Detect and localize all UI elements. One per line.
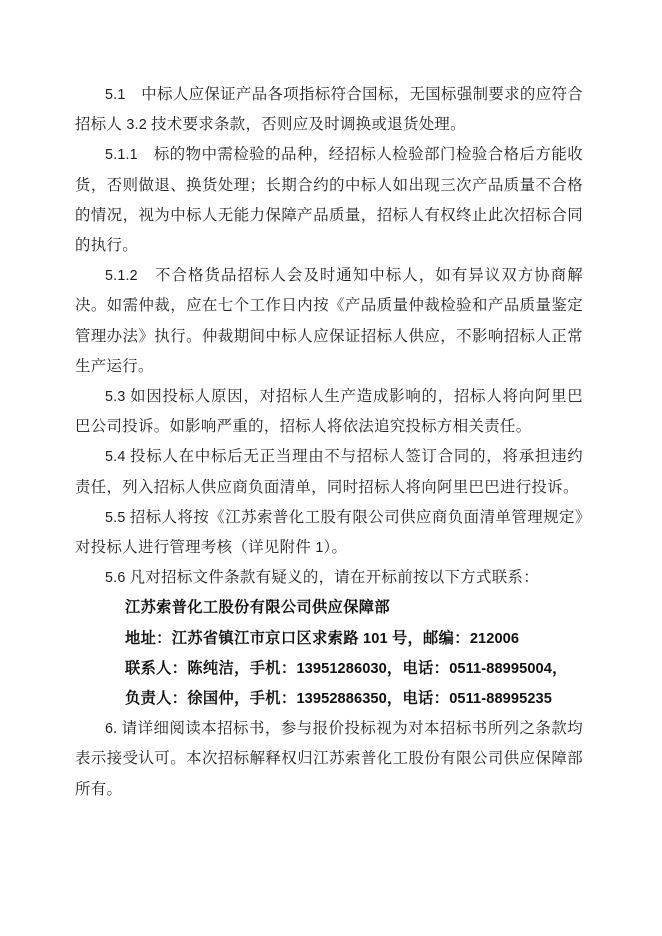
clause-paragraph-5-1: 5.1 中标人应保证产品各项指标符合国标，无国标强制要求的应符合招标人 3.2 技术要求条款，否则应及时调换或退货处理。	[75, 86, 583, 134]
contact-address: 地址：江苏省镇江市京口区求索路 101 号，邮编：212006	[125, 629, 520, 647]
contact-company-name: 江苏索普化工股份有限公司供应保障部	[125, 599, 390, 617]
clause-paragraph-5-3: 5.3 如因投标人原因，对招标人生产造成影响的，招标人将向阿里巴巴公司投诉。如影响严重的，招标人将依法追究投标方相关责任。	[75, 388, 583, 436]
clause-paragraph-5-1-2: 5.1.2 不合格货品招标人会及时通知中标人，如有异议双方协商解决。如需仲裁，应在七个工作日内按《产品质量仲裁检验和产品质量鉴定管理办法》执行。仲裁期间中标人应保证招标人供应，不影响招标人正常生产运行。	[75, 267, 583, 375]
document-body	[75, 80, 583, 805]
contact-person: 联系人：陈纯洁，手机：13951286030，电话：0511-88995004，	[125, 659, 568, 677]
contact-manager: 负责人：徐国仲，手机：13952886350，电话：0511-88995235	[125, 690, 552, 708]
clause-paragraph-5-5: 5.5 招标人将按《江苏索普化工股有限公司供应商负面清单管理规定》对投标人进行管理考核（详见附件 1）。	[75, 508, 583, 557]
clause-paragraph-5-6: 5.6 凡对招标文件条款有疑义的，请在开标前按以下方式联系：	[105, 569, 539, 587]
closing-paragraph-6: 6. 请详细阅读本招标书，参与报价投标视为对本招标书所列之条款均表示接受认可。本次招标解释权归江苏索普化工股份有限公司供应保障部所有。	[75, 720, 583, 798]
clause-paragraph-5-4: 5.4 投标人在中标后无正当理由不与招标人签订合同的，将承担违约责任，列入招标人供应商负面清单，同时招标人将向阿里巴巴进行投诉。	[75, 448, 583, 496]
clause-paragraph-5-1-1: 5.1.1 标的物中需检验的品种，经招标人检验部门检验合格后方能收货，否则做退、换货处理；长期合约的中标人如出现三次产品质量不合格的情况，视为中标人无能力保障产品质量，招标人有权终止此次招标合同的执行。	[75, 146, 583, 255]
contact-block	[75, 593, 583, 714]
